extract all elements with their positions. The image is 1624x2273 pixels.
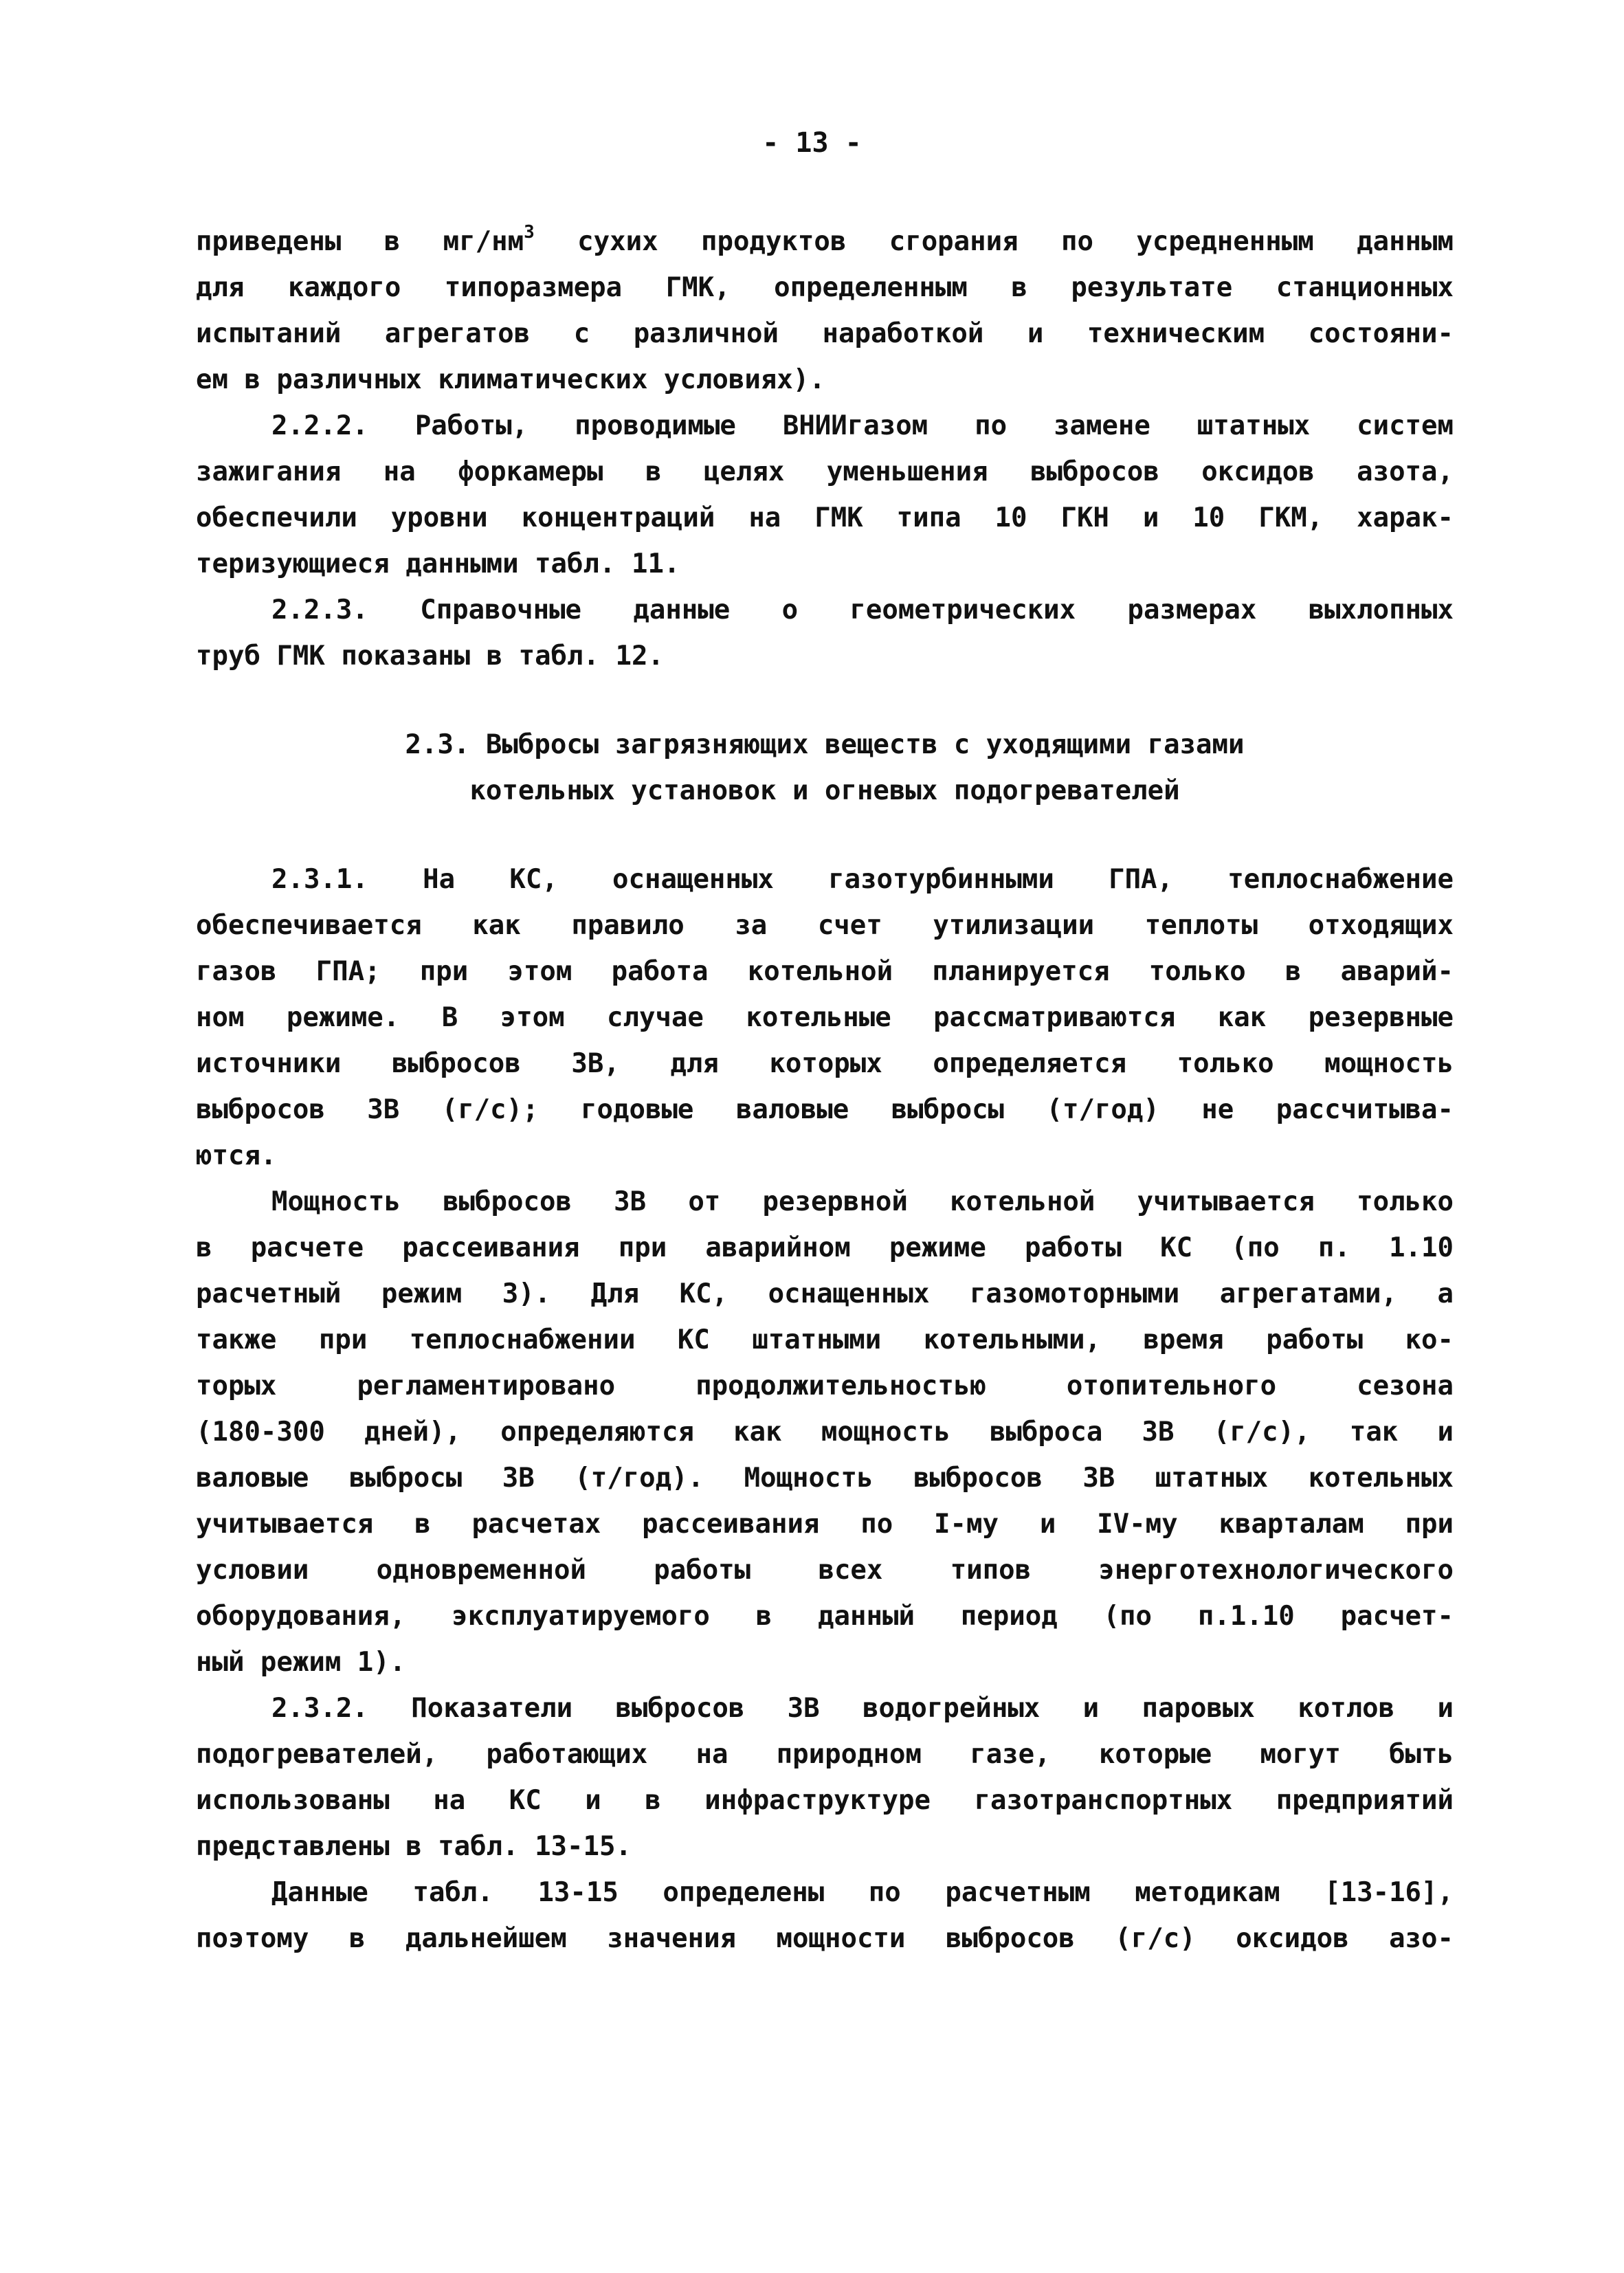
text-line: учитывается в расчетах рассеивания по I-му и IV-му кварталам при <box>196 1509 1454 1540</box>
text-line: Мощность выбросов ЗВ от резервной котельной учитывается только <box>271 1186 1454 1217</box>
text-line: оборудования, эксплуатируемого в данный период (по п.1.10 расчет- <box>196 1601 1454 1632</box>
text-line: 2.2.2. Работы, проводимые ВНИИгазом по замене штатных систем <box>271 410 1454 441</box>
text-line: в расчете рассеивания при аварийном режиме работы КС (по п. 1.10 <box>196 1232 1454 1263</box>
paragraph-table-data <box>196 1870 1454 1962</box>
text-line: ются. <box>196 1140 277 1171</box>
text-line: испытаний агрегатов с различной наработкой и техническим состояни- <box>196 318 1454 349</box>
paragraph-reserve-boiler <box>196 1179 1454 1685</box>
text-fragment: приведены в мг/нм <box>196 226 524 257</box>
page-number: - 13 - <box>762 127 862 159</box>
superscript-unit: 3 <box>524 222 535 243</box>
text-line: торых регламентировано продолжительностью отопительного сезона <box>196 1371 1454 1401</box>
text-line: ем в различных климатических условиях). <box>196 364 825 395</box>
section-heading-line: котельных установок и огневых подогревателей <box>469 775 1180 806</box>
paragraph-2-3-2 <box>196 1685 1454 1870</box>
text-line <box>196 219 1454 265</box>
text-line: источники выбросов ЗВ, для которых определяется только мощность <box>196 1048 1454 1079</box>
text-line: также при теплоснабжении КС штатными котельными, время работы ко- <box>196 1324 1454 1355</box>
text-line: 2.3.1. На КС, оснащенных газотурбинными ГПА, теплоснабжение <box>271 864 1454 895</box>
text-line: Данные табл. 13-15 определены по расчетным методикам [13-16], <box>271 1877 1454 1908</box>
text-line: расчетный режим 3). Для КС, оснащенных газомоторными агрегатами, а <box>196 1278 1454 1309</box>
text-line: условии одновременной работы всех типов энерготехнологического <box>196 1555 1454 1586</box>
section-heading-line: 2.3. Выбросы загрязняющих веществ с уходящими газами <box>405 729 1245 760</box>
text-line: валовые выбросы ЗВ (т/год). Мощность выбросов ЗВ штатных котельных <box>196 1463 1454 1494</box>
paragraph-2-2-3 <box>196 587 1454 679</box>
text-line: труб ГМК показаны в табл. 12. <box>196 641 664 672</box>
text-line: выбросов ЗВ (г/с); годовые валовые выбросы (т/год) не рассчитыва- <box>196 1094 1454 1125</box>
text-line: обеспечивается как правило за счет утилизации теплоты отходящих <box>196 910 1454 941</box>
text-line: ном режиме. В этом случае котельные рассматриваются как резервные <box>196 1002 1454 1033</box>
paragraph-2-3-1 <box>196 856 1454 1179</box>
text-line: газов ГПА; при этом работа котельной планируется только в аварий- <box>196 956 1454 987</box>
text-line: представлены в табл. 13-15. <box>196 1831 632 1862</box>
text-fragment: сухих продуктов сгорания по усредненным данным <box>534 226 1454 257</box>
text-line: обеспечили уровни концентраций на ГМК типа 10 ГКН и 10 ГКМ, харак- <box>196 502 1454 533</box>
text-line: теризующиеся данными табл. 11. <box>196 548 680 579</box>
text-line: использованы на КС и в инфраструктуре газотранспортных предприятий <box>196 1785 1454 1816</box>
text-line: поэтому в дальнейшем значения мощности выбросов (г/с) оксидов азо- <box>196 1923 1454 1954</box>
text-line: для каждого типоразмера ГМК, определенным в результате станционных <box>196 272 1454 303</box>
paragraph-2-2-2 <box>196 403 1454 587</box>
section-heading <box>196 722 1454 814</box>
text-line: 2.2.3. Справочные данные о геометрических размерах выхлопных <box>271 595 1454 625</box>
text-line: подогревателей, работающих на природном газе, которые могут быть <box>196 1739 1454 1770</box>
text-line: 2.3.2. Показатели выбросов ЗВ водогрейных и паровых котлов и <box>271 1693 1454 1724</box>
text-line: ный режим 1). <box>196 1647 406 1678</box>
text-line: (180-300 дней), определяются как мощность выброса ЗВ (г/с), так и <box>196 1417 1454 1448</box>
text-line: зажигания на форкамеры в целях уменьшения выбросов оксидов азота, <box>196 456 1454 487</box>
paragraph-continuation <box>196 219 1454 403</box>
document-body <box>196 219 1454 1962</box>
